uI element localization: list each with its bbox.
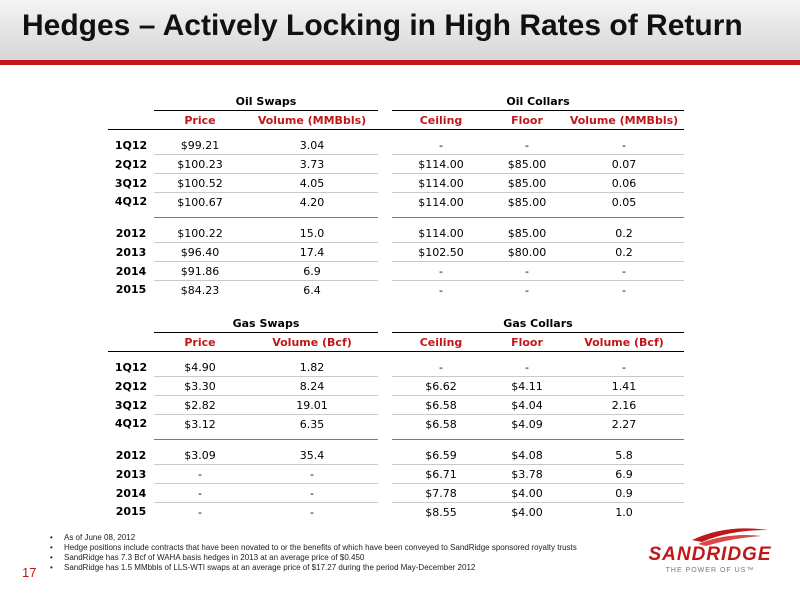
table-row: 1Q12 $4.90 1.82 - - - xyxy=(108,358,684,377)
table-row: 2015 $84.23 6.4 - - - xyxy=(115,283,626,297)
table-row: 4Q12 $100.67 4.20 $114.00 $85.00 0.05 xyxy=(114,195,637,209)
table-row: 3Q12 $2.82 19.01 $6.58 $4.04 2.16 xyxy=(108,396,684,415)
oil-swaps-header: Oil Swaps xyxy=(154,92,378,111)
column-header-row xyxy=(108,333,684,352)
table-row: 2014 - - $7.78 $4.00 0.9 xyxy=(108,484,684,503)
table-row: 1Q12 $99.21 3.04 - - - xyxy=(108,136,684,155)
col-collar-volume: Volume (Bcf) xyxy=(564,333,684,352)
col-ceiling: Ceiling xyxy=(392,111,490,130)
col-price: Price xyxy=(154,111,246,130)
page-number: 17 xyxy=(22,565,37,580)
gas-swaps-header: Gas Swaps xyxy=(154,314,378,333)
table-row: 2013 $96.40 17.4 $102.50 $80.00 0.2 xyxy=(108,243,684,262)
table-row: 2013 - - $6.71 $3.78 6.9 xyxy=(108,465,684,484)
col-volume: Volume (Bcf) xyxy=(246,333,378,352)
table-row: 2Q12 $3.30 8.24 $6.62 $4.11 1.41 xyxy=(108,377,684,396)
gas-collars-header: Gas Collars xyxy=(392,314,684,333)
oil-collars-header: Oil Collars xyxy=(392,92,684,111)
table-row: 2012 $100.22 15.0 $114.00 $85.00 0.2 xyxy=(108,224,684,243)
logo-tagline: THE POWER OF US™ xyxy=(665,567,755,574)
col-floor: Floor xyxy=(490,333,564,352)
group-header-row xyxy=(108,314,684,333)
oil-hedge-table xyxy=(108,92,684,299)
group-header-row xyxy=(108,92,684,111)
title-rule xyxy=(0,60,800,65)
col-ceiling: Ceiling xyxy=(392,333,490,352)
footnote: • As of June 08, 2012 xyxy=(50,533,136,542)
table-row: 2014 $91.86 6.9 - - - xyxy=(108,262,684,281)
sandridge-logo xyxy=(640,520,780,580)
page-title: Hedges – Actively Locking in High Rates of Return xyxy=(22,9,743,42)
title-bar xyxy=(0,0,800,60)
footnote: • SandRidge has 7.3 Bcf of WAHA basis hedges in 2013 at an average price of $0.450 xyxy=(50,553,365,562)
table-row: 4Q12 $3.12 6.35 $6.58 $4.09 2.27 xyxy=(114,417,637,431)
gas-hedge-table xyxy=(108,314,684,521)
col-price: Price xyxy=(154,333,246,352)
col-floor: Floor xyxy=(490,111,564,130)
col-collar-volume: Volume (MMBbls) xyxy=(564,111,684,130)
logo-wordmark: SANDRIDGE xyxy=(648,544,772,565)
footnote: • Hedge positions include contracts that have been novated to or the benefits of which have been conveyed to SandRidge sponsored royalty trusts xyxy=(50,543,577,552)
footnotes xyxy=(50,533,577,573)
table-row: 2Q12 $100.23 3.73 $114.00 $85.00 0.07 xyxy=(108,155,684,174)
col-volume: Volume (MMBbls) xyxy=(246,111,378,130)
table-row: 3Q12 $100.52 4.05 $114.00 $85.00 0.06 xyxy=(108,174,684,193)
table-row: 2015 - - $8.55 $4.00 1.0 xyxy=(115,505,633,519)
column-header-row xyxy=(108,111,684,130)
footnote: • SandRidge has 1.5 MMbbls of LLS-WTI swaps at an average price of $17.27 during the period May-December 2012 xyxy=(50,563,476,572)
table-row: 2012 $3.09 35.4 $6.59 $4.08 5.8 xyxy=(108,446,684,465)
